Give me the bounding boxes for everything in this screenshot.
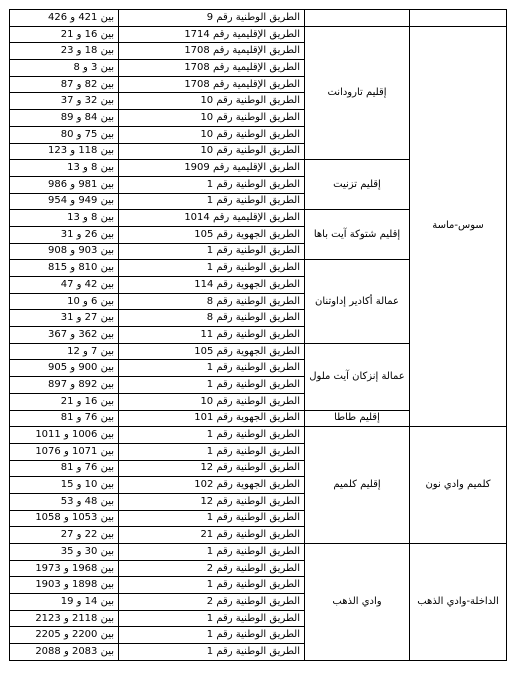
region-cell: كلميم وادي نون	[410, 427, 507, 544]
table-row	[10, 10, 507, 27]
road-cell: الطريق الوطنية رقم 1	[119, 443, 305, 460]
road-cell: الطريق الوطنية رقم 8	[119, 310, 305, 327]
kilometer-range-cell: بين 3 و 8	[10, 60, 119, 77]
road-cell: الطريق الجهوية رقم 105	[119, 343, 305, 360]
region-cell	[410, 10, 507, 27]
road-cell: الطريق الوطنية رقم 1	[119, 243, 305, 260]
road-cell: الطريق الإقليمية رقم 1708	[119, 60, 305, 77]
road-cell: الطريق الوطنية رقم 1	[119, 360, 305, 377]
kilometer-range-cell: بين 82 و 87	[10, 76, 119, 93]
road-cell: الطريق الوطنية رقم 10	[119, 126, 305, 143]
kilometer-range-cell: بين 1898 و 1903	[10, 577, 119, 594]
kilometer-range-cell: بين 2118 و 2123	[10, 610, 119, 627]
province-cell: عمالة إنزكان آيت ملول	[305, 343, 410, 410]
kilometer-range-cell: بين 2200 و 2205	[10, 627, 119, 644]
road-cell: الطريق الوطنية رقم 10	[119, 393, 305, 410]
road-cell: الطريق الوطنية رقم 10	[119, 110, 305, 127]
road-cell: الطريق الوطنية رقم 1	[119, 193, 305, 210]
kilometer-range-cell: بين 76 و 81	[10, 410, 119, 427]
kilometer-range-cell: بين 26 و 31	[10, 226, 119, 243]
road-cell: الطريق الوطنية رقم 1	[119, 544, 305, 561]
road-cell: الطريق الوطنية رقم 9	[119, 10, 305, 27]
kilometer-range-cell: بين 10 و 15	[10, 477, 119, 494]
region-cell: الداخلة-وادي الذهب	[410, 544, 507, 661]
kilometer-range-cell: بين 14 و 19	[10, 594, 119, 611]
kilometer-range-cell: بين 2083 و 2088	[10, 644, 119, 661]
road-cell: الطريق الوطنية رقم 1	[119, 577, 305, 594]
kilometer-range-cell: بين 7 و 12	[10, 343, 119, 360]
road-cell: الطريق الوطنية رقم 11	[119, 327, 305, 344]
road-cell: الطريق الوطنية رقم 12	[119, 493, 305, 510]
province-cell: إقليم تارودانت	[305, 26, 410, 160]
province-cell	[305, 10, 410, 27]
kilometer-range-cell: بين 76 و 81	[10, 460, 119, 477]
road-cell: الطريق الجهوية رقم 101	[119, 410, 305, 427]
road-cell: الطريق الإقليمية رقم 1909	[119, 160, 305, 177]
road-cell: الطريق الجهوية رقم 105	[119, 226, 305, 243]
kilometer-range-cell: بين 30 و 35	[10, 544, 119, 561]
road-cell: الطريق الوطنية رقم 1	[119, 176, 305, 193]
road-cell: الطريق الإقليمية رقم 1708	[119, 76, 305, 93]
kilometer-range-cell: بين 8 و 13	[10, 160, 119, 177]
kilometer-range-cell: بين 27 و 31	[10, 310, 119, 327]
kilometer-range-cell: بين 421 و 426	[10, 10, 119, 27]
province-cell: إقليم طاطا	[305, 410, 410, 427]
road-cell: الطريق الوطنية رقم 1	[119, 377, 305, 394]
kilometer-range-cell: بين 1053 و 1058	[10, 510, 119, 527]
region-cell: سوس-ماسة	[410, 26, 507, 427]
kilometer-range-cell: بين 6 و 10	[10, 293, 119, 310]
kilometer-range-cell: بين 949 و 954	[10, 193, 119, 210]
kilometer-range-cell: بين 16 و 21	[10, 393, 119, 410]
table-row	[10, 544, 507, 561]
kilometer-range-cell: بين 892 و 897	[10, 377, 119, 394]
road-cell: الطريق الجهوية رقم 102	[119, 477, 305, 494]
kilometer-range-cell: بين 16 و 21	[10, 26, 119, 43]
kilometer-range-cell: بين 84 و 89	[10, 110, 119, 127]
road-cell: الطريق الوطنية رقم 1	[119, 510, 305, 527]
road-cell: الطريق الإقليمية رقم 1014	[119, 210, 305, 227]
kilometer-range-cell: بين 8 و 13	[10, 210, 119, 227]
table-row	[10, 26, 507, 43]
road-cell: الطريق الوطنية رقم 1	[119, 627, 305, 644]
road-cell: الطريق الوطنية رقم 1	[119, 610, 305, 627]
road-cell: الطريق الوطنية رقم 8	[119, 293, 305, 310]
road-cell: الطريق الإقليمية رقم 1714	[119, 26, 305, 43]
road-cell: الطريق الوطنية رقم 12	[119, 460, 305, 477]
province-cell: إقليم شتوكة آيت باها	[305, 210, 410, 260]
kilometer-range-cell: بين 118 و 123	[10, 143, 119, 160]
kilometer-range-cell: بين 48 و 53	[10, 493, 119, 510]
road-cell: الطريق الوطنية رقم 2	[119, 560, 305, 577]
kilometer-range-cell: بين 900 و 905	[10, 360, 119, 377]
road-cell: الطريق الجهوية رقم 114	[119, 277, 305, 294]
kilometer-range-cell: بين 981 و 986	[10, 176, 119, 193]
road-cell: الطريق الإقليمية رقم 1708	[119, 43, 305, 60]
road-cell: الطريق الوطنية رقم 1	[119, 427, 305, 444]
road-cell: الطريق الوطنية رقم 1	[119, 644, 305, 661]
province-cell: إقليم تزنيت	[305, 160, 410, 210]
kilometer-range-cell: بين 1968 و 1973	[10, 560, 119, 577]
kilometer-range-cell: بين 22 و 27	[10, 527, 119, 544]
table-row	[10, 427, 507, 444]
road-cell: الطريق الوطنية رقم 21	[119, 527, 305, 544]
road-cell: الطريق الوطنية رقم 10	[119, 143, 305, 160]
province-cell: وادي الذهب	[305, 544, 410, 661]
kilometer-range-cell: بين 75 و 80	[10, 126, 119, 143]
road-cell: الطريق الوطنية رقم 2	[119, 594, 305, 611]
kilometer-range-cell: بين 18 و 23	[10, 43, 119, 60]
kilometer-range-cell: بين 32 و 37	[10, 93, 119, 110]
province-cell: إقليم كلميم	[305, 427, 410, 544]
table-body	[10, 10, 507, 661]
kilometer-range-cell: بين 42 و 47	[10, 277, 119, 294]
road-sections-table	[9, 9, 507, 661]
province-cell: عمالة أكادير إداوتنان	[305, 260, 410, 343]
kilometer-range-cell: بين 362 و 367	[10, 327, 119, 344]
road-cell: الطريق الوطنية رقم 10	[119, 93, 305, 110]
kilometer-range-cell: بين 810 و 815	[10, 260, 119, 277]
kilometer-range-cell: بين 1071 و 1076	[10, 443, 119, 460]
kilometer-range-cell: بين 1006 و 1011	[10, 427, 119, 444]
road-cell: الطريق الوطنية رقم 1	[119, 260, 305, 277]
kilometer-range-cell: بين 903 و 908	[10, 243, 119, 260]
